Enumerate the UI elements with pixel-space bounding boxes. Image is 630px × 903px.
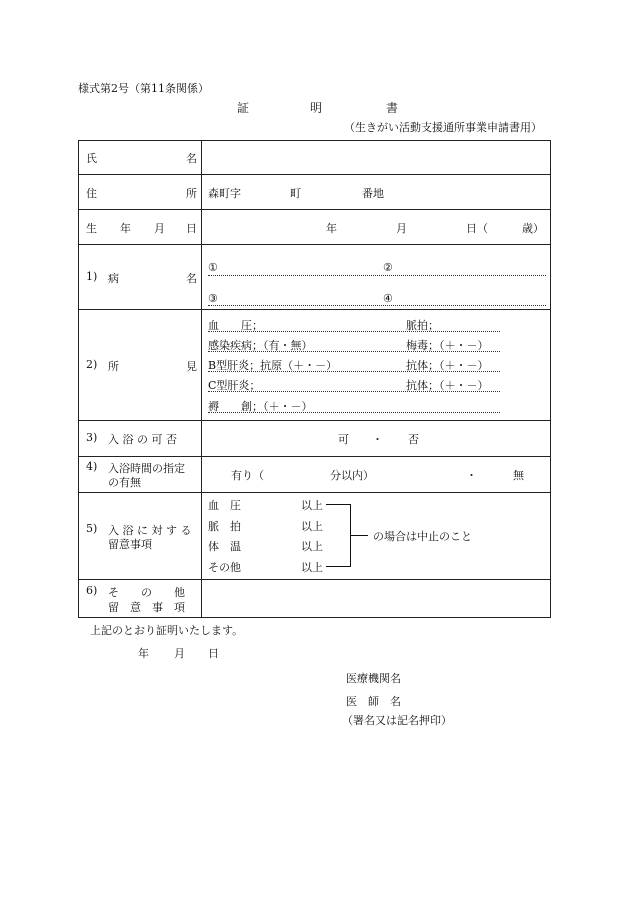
findings-line-4 (208, 391, 500, 392)
birth-month: 月 (396, 222, 407, 235)
disease-item-2: ② (383, 261, 393, 274)
note-other: その他 (208, 561, 241, 574)
finding-pulse: 脈拍； (406, 319, 439, 332)
findings-line-2 (208, 351, 500, 352)
findings-number: 2) (86, 358, 98, 371)
note-pulse: 脈 拍 (208, 520, 241, 533)
birthdate-field[interactable] (202, 210, 551, 245)
findings-line-1 (208, 331, 500, 332)
finding-blood-pressure: 血 圧； (208, 319, 263, 332)
bathing-label: 入 浴 の 可 否 (108, 433, 177, 446)
bathing-time-dot: ・ (466, 469, 477, 482)
disease-line-2 (208, 305, 546, 306)
subtitle: （生きがい活動支援通所事業申請書用） (344, 121, 542, 134)
title-char-2: 明 (310, 101, 323, 115)
certify-text: 上記のとおり証明いたします。 (90, 624, 244, 637)
bathing-dot: ・ (372, 433, 383, 446)
birthdate-label-2: 年 (120, 222, 131, 235)
note-temp: 体 温 (208, 540, 241, 553)
address-label-2: 所 (186, 187, 197, 200)
note-bp-above: 以上 (301, 499, 323, 512)
name-label-2: 名 (186, 152, 197, 165)
row-other (79, 580, 551, 618)
bathing-yes[interactable]: 可 (338, 433, 349, 446)
disease-item-3: ③ (208, 292, 218, 305)
row-bathing (79, 421, 551, 457)
disease-field[interactable] (202, 245, 551, 310)
date-year: 年 (138, 647, 149, 660)
bathing-time-label-1: 入浴時間の指定 (108, 462, 185, 475)
bathing-time-minutes: 分以内） (330, 469, 374, 482)
birth-year: 年 (326, 222, 337, 235)
findings-line-5 (208, 412, 500, 413)
name-field[interactable] (202, 141, 551, 175)
bracket-top (326, 504, 350, 505)
row-bathing-time (79, 457, 551, 493)
bathing-time-number: 4) (86, 460, 98, 473)
other-number: 6) (86, 584, 98, 597)
finding-bedsore: 褥 創；（＋・－） (208, 400, 313, 413)
title-char-3: 書 (386, 101, 399, 115)
findings-label-2: 見 (186, 360, 197, 373)
doctor-label: 医 師 名 (346, 695, 401, 708)
note-pulse-above: 以上 (301, 520, 323, 533)
date-month: 月 (174, 647, 185, 660)
findings-label-1: 所 (108, 360, 119, 373)
other-label-2: 留 意 事 項 (108, 601, 185, 614)
certificate-table (78, 140, 551, 618)
address-machi: 町 (290, 187, 301, 200)
bracket-bottom (326, 566, 350, 567)
disease-number: 1) (86, 270, 98, 283)
note-temp-above: 以上 (301, 540, 323, 553)
findings-field[interactable] (202, 310, 551, 421)
bathing-notes-label-1: 入 浴 に 対 す る (108, 524, 192, 537)
row-name (79, 141, 551, 175)
row-birthdate (79, 210, 551, 245)
disease-label-2: 名 (186, 272, 197, 285)
stop-note: の場合は中止のこと (373, 530, 472, 543)
name-label-1: 氏 (86, 152, 97, 165)
birth-age: 歳） (522, 222, 544, 235)
finding-antibody-b: 抗体；（＋・－） (406, 359, 489, 372)
institution-label: 医療機関名 (346, 672, 401, 685)
finding-syphilis: 梅毒；（＋・－） (406, 339, 489, 352)
note-other-above: 以上 (301, 561, 323, 574)
birth-day: 日（ (466, 222, 488, 235)
findings-line-3 (208, 371, 500, 372)
birthdate-label-3: 月 (154, 222, 165, 235)
finding-antibody-c: 抗体；（＋・－） (406, 379, 489, 392)
bracket-arm (350, 535, 368, 536)
finding-hepatitis-c: C型肝炎； (208, 379, 261, 392)
title-char-1: 証 (237, 101, 250, 115)
bathing-field[interactable] (202, 421, 551, 457)
row-address (79, 175, 551, 210)
address-label-1: 住 (86, 187, 97, 200)
disease-item-1: ① (208, 261, 218, 274)
finding-infection: 感染疾病；（有・無） (208, 339, 313, 352)
row-disease (79, 245, 551, 310)
other-field[interactable] (202, 580, 551, 618)
birthdate-label-1: 生 (86, 222, 97, 235)
bathing-time-label-2: の有無 (108, 476, 141, 489)
bathing-number: 3) (86, 431, 98, 444)
bathing-time-none: 無 (513, 469, 524, 482)
bathing-time-field[interactable] (202, 457, 551, 493)
disease-label-1: 病 (108, 272, 119, 285)
bathing-time-with: 有り（ (231, 469, 264, 482)
address-field[interactable] (202, 175, 551, 210)
finding-hepatitis-b: B型肝炎；抗原（＋・－） (208, 359, 338, 372)
signature-note: （署名又は記名押印） (342, 714, 452, 727)
bathing-no[interactable]: 否 (408, 433, 419, 446)
address-prefix: 森町字 (208, 187, 241, 200)
row-bathing-notes (79, 493, 551, 580)
note-bp: 血 圧 (208, 499, 241, 512)
disease-line-1 (208, 275, 546, 276)
bathing-notes-label-2: 留意事項 (108, 538, 152, 551)
disease-item-4: ④ (383, 292, 393, 305)
address-banchi: 番地 (362, 187, 384, 200)
bathing-notes-field[interactable] (202, 493, 551, 580)
bathing-notes-number: 5) (86, 522, 98, 535)
date-day: 日 (208, 647, 219, 660)
row-findings (79, 310, 551, 421)
birthdate-label-4: 日 (186, 222, 197, 235)
form-number: 様式第2号（第11条関係） (78, 82, 209, 95)
other-label-1: そ の 他 (108, 586, 185, 599)
